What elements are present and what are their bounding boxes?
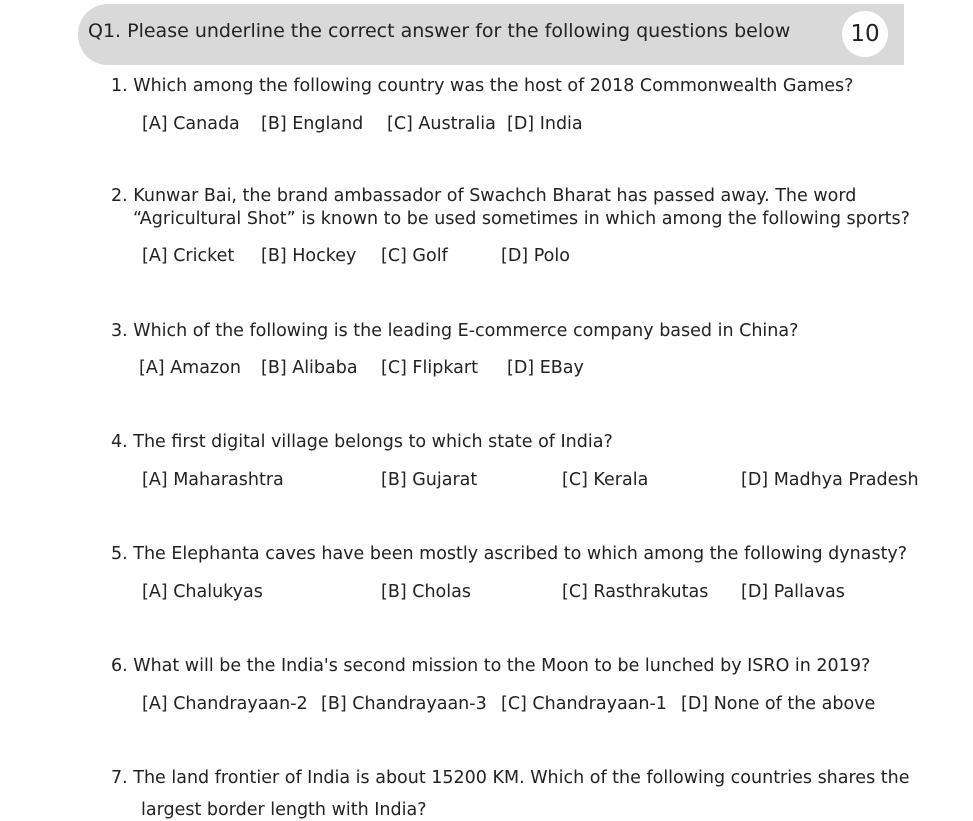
question-5-text: 5. The Elephanta caves have been mostly ascribed to which among the following dynasty? — [111, 544, 908, 564]
question-7-text-line-1: 7. The land frontier of India is about 15200 KM. Which of the following countries shares the — [111, 768, 910, 788]
question-2-option-d[interactable]: [D] Polo — [501, 246, 570, 266]
score-badge: 10 — [842, 11, 888, 57]
question-1-text: 1. Which among the following country was the host of 2018 Commonwealth Games? — [111, 76, 854, 96]
question-4-option-b[interactable]: [B] Gujarat — [381, 470, 478, 490]
question-5-option-c[interactable]: [C] Rasthrakutas — [562, 582, 709, 602]
question-7-text-line-2: largest border length with India? — [141, 800, 427, 820]
question-5-option-d[interactable]: [D] Pallavas — [741, 582, 845, 602]
question-4-text: 4. The first digital village belongs to which state of India? — [111, 432, 613, 452]
question-6-option-b[interactable]: [B] Chandrayaan-3 — [321, 694, 487, 714]
question-3-option-c[interactable]: [C] Flipkart — [381, 358, 478, 378]
question-5-option-a[interactable]: [A] Chalukyas — [142, 582, 263, 602]
question-1-option-b[interactable]: [B] England — [261, 114, 364, 134]
question-1-option-a[interactable]: [A] Canada — [142, 114, 240, 134]
question-6-text: 6. What will be the India's second mission to the Moon to be lunched by ISRO in 2019? — [111, 656, 871, 676]
question-3-option-a[interactable]: [A] Amazon — [139, 358, 241, 378]
question-2-option-a[interactable]: [A] Cricket — [142, 246, 235, 266]
question-2-option-c[interactable]: [C] Golf — [381, 246, 448, 266]
question-header-bar — [78, 4, 904, 65]
question-6-option-d[interactable]: [D] None of the above — [681, 694, 876, 714]
question-6-option-a[interactable]: [A] Chandrayaan-2 — [142, 694, 308, 714]
question-4-option-c[interactable]: [C] Kerala — [562, 470, 649, 490]
question-2-text-line-2: “Agricultural Shot” is known to be used sometimes in which among the following sports? — [133, 209, 910, 229]
question-5-option-b[interactable]: [B] Cholas — [381, 582, 471, 602]
question-header-title: Q1. Please underline the correct answer for the following questions below — [88, 20, 791, 42]
question-1-option-c[interactable]: [C] Australia — [387, 114, 496, 134]
question-4-option-a[interactable]: [A] Maharashtra — [142, 470, 284, 490]
question-6-option-c[interactable]: [C] Chandrayaan-1 — [501, 694, 667, 714]
question-4-option-d[interactable]: [D] Madhya Pradesh — [741, 470, 919, 490]
question-2-text-line-1: 2. Kunwar Bai, the brand ambassador of Swachch Bharat has passed away. The word — [111, 186, 857, 206]
question-2-option-b[interactable]: [B] Hockey — [261, 246, 357, 266]
question-3-option-b[interactable]: [B] Alibaba — [261, 358, 358, 378]
question-3-option-d[interactable]: [D] EBay — [507, 358, 584, 378]
question-3-text: 3. Which of the following is the leading E-commerce company based in China? — [111, 321, 799, 341]
question-1-option-d[interactable]: [D] India — [507, 114, 583, 134]
